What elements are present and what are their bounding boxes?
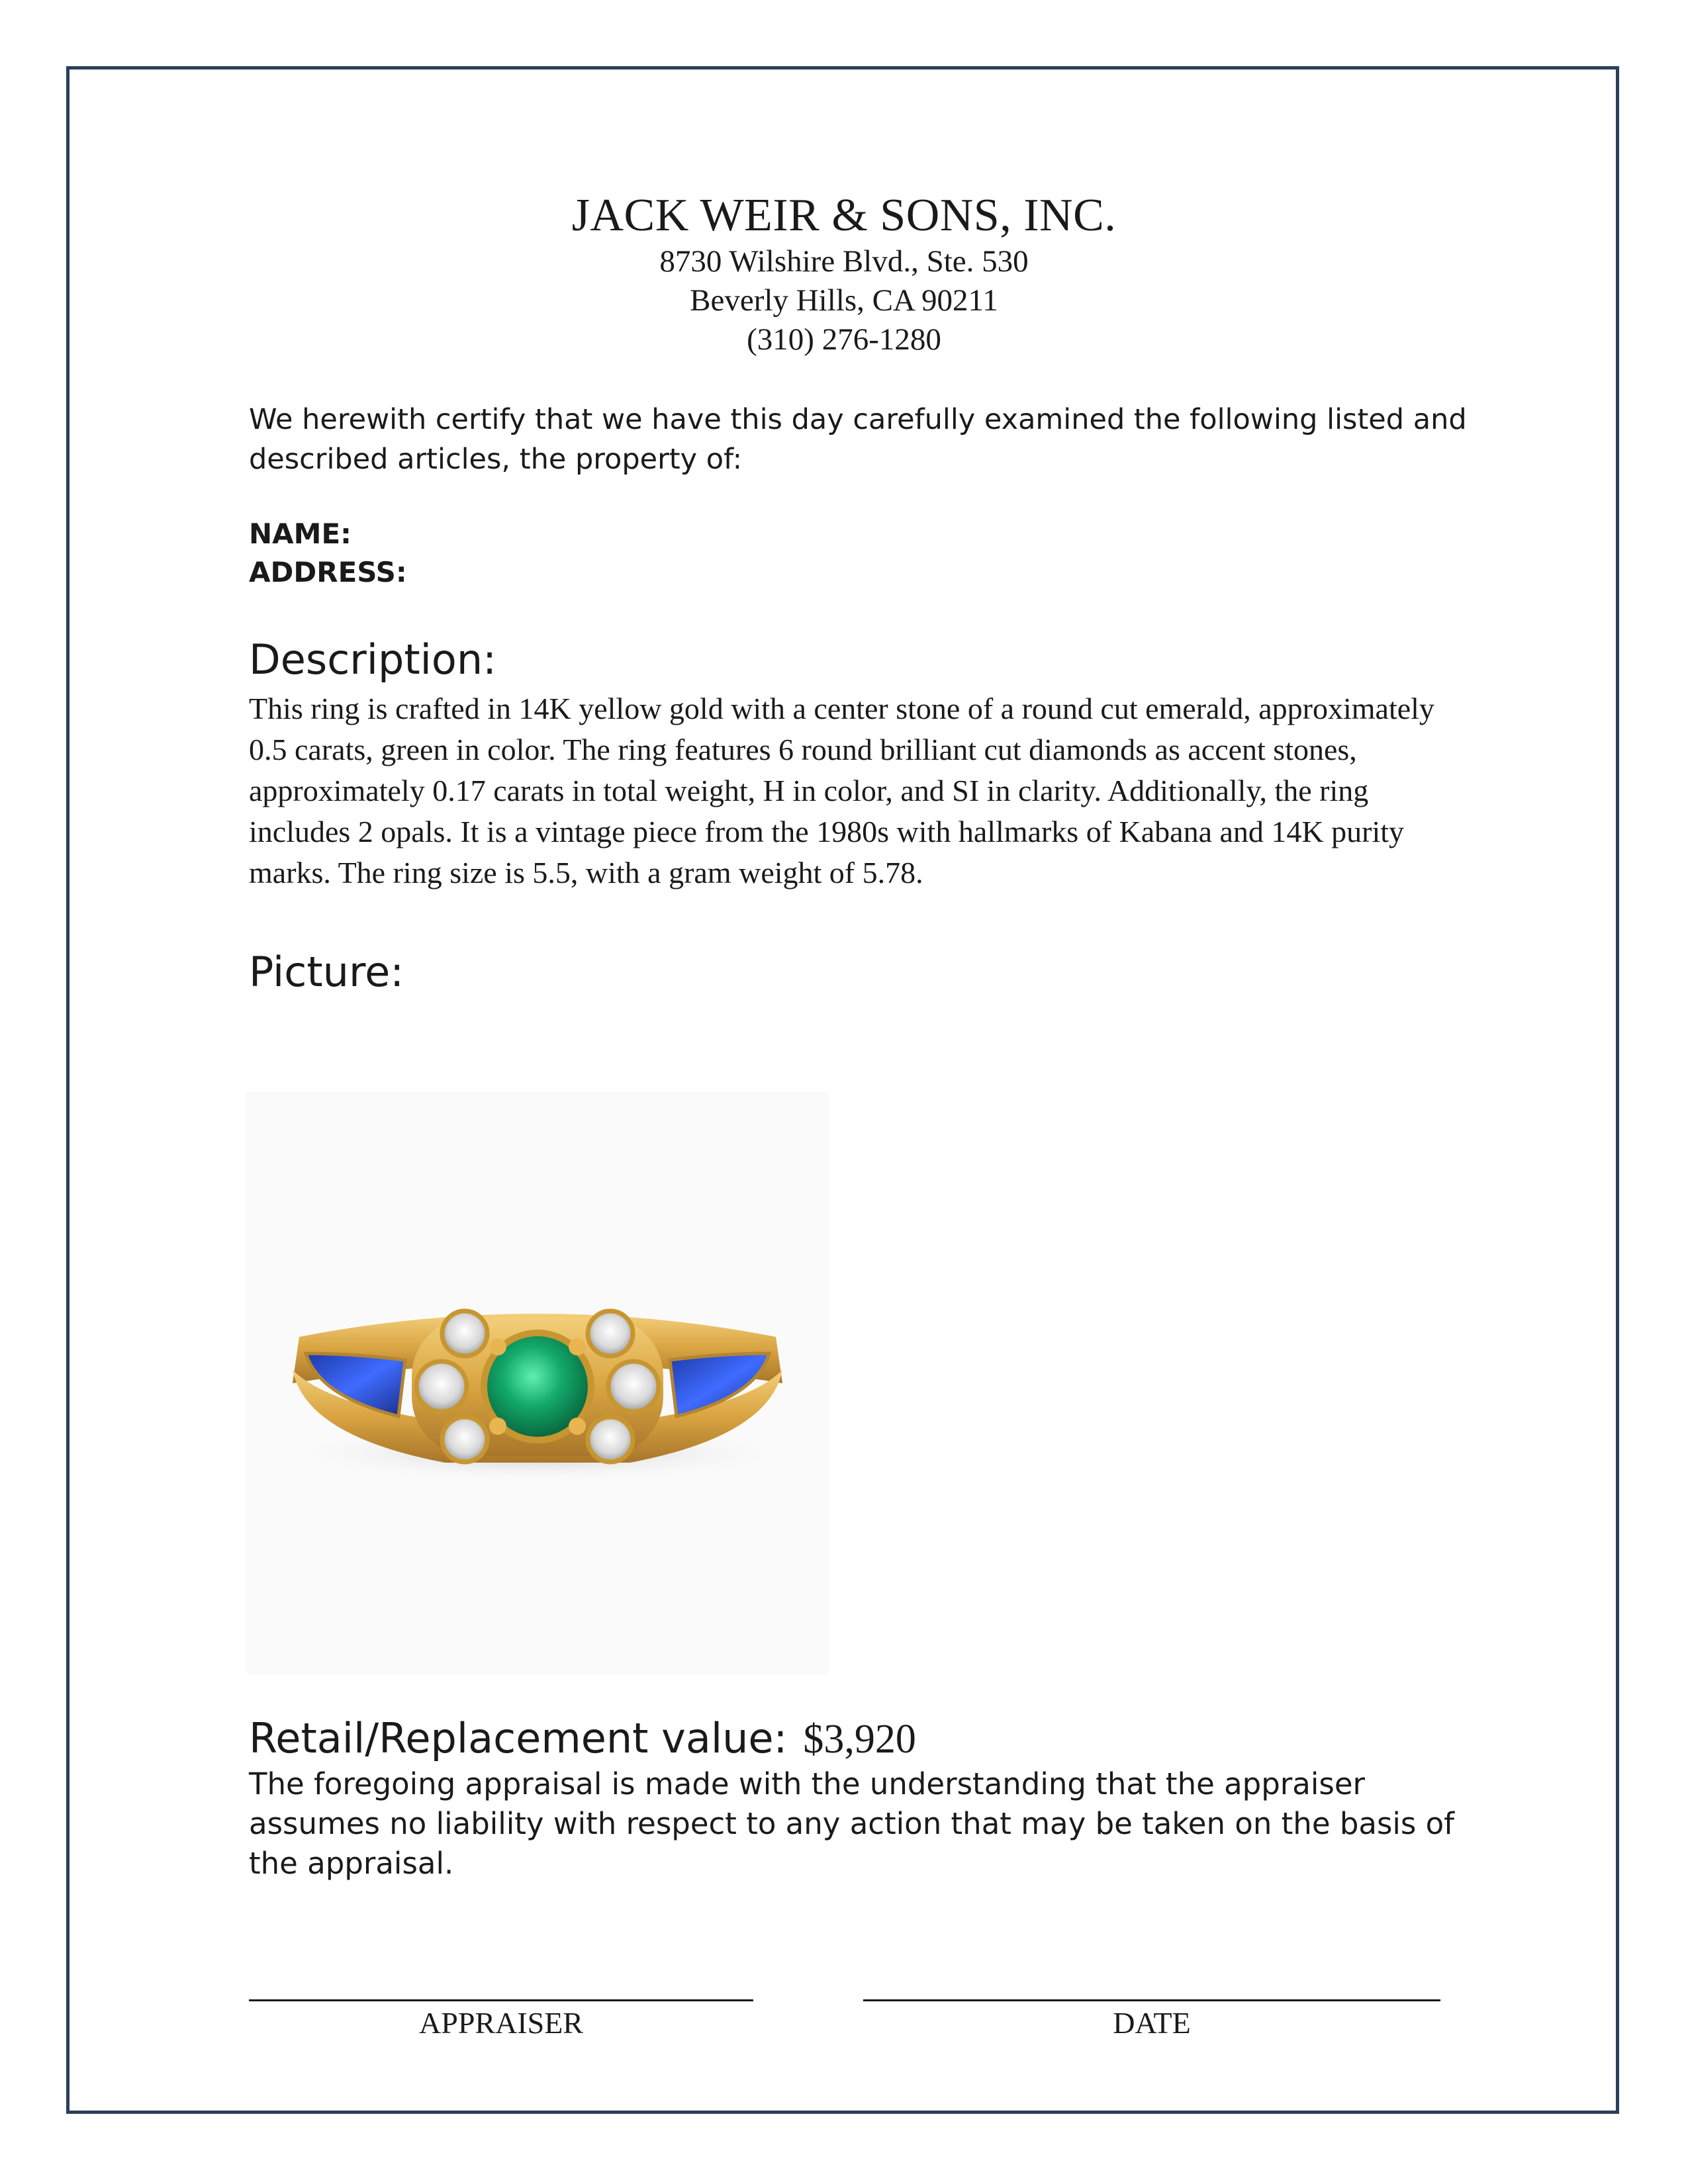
diamond-top-right <box>588 1311 633 1356</box>
diamond-bottom-right <box>588 1417 633 1462</box>
certification-intro: We herewith certify that we have this day carefully examined the following listed and described articles, the property of: <box>249 403 1467 476</box>
company-address-line1: 8730 Wilshire Blvd., Ste. 530 <box>659 244 1029 279</box>
diamond-top-left <box>442 1311 487 1356</box>
prong <box>569 1418 586 1435</box>
ring-illustration <box>246 1092 829 1674</box>
company-address-line2: Beverly Hills, CA 90211 <box>690 283 998 318</box>
description-body: This ring is crafted in 14K yellow gold with a center stone of a round cut emerald, approximately 0.5 carats, green in color. The ring features 6 round brilliant cut diamonds as accent stones, approximately 0.17 carats in total weight, H in color, and SI in clarity. Additionally, the ring includes 2 opals. It is a vintage piece from the 1980s with hallmarks of Kabana and 14K purity marks. The ring size is 5.5, with a gram weight of 5.78. <box>249 692 1434 889</box>
valuation-row <box>249 1714 916 1763</box>
diamond-mid-left <box>416 1361 467 1412</box>
disclaimer: The foregoing appraisal is made with the understanding that the appraiser assumes no liability with respect to any action that may be taken on the basis of the appraisal. <box>249 1766 1455 1881</box>
description-heading: Description: <box>249 635 496 684</box>
valuation-amount: $3,920 <box>803 1717 916 1762</box>
picture-heading: Picture: <box>249 948 404 996</box>
address-label: ADDRESS: <box>249 556 407 588</box>
ring-photo <box>246 1092 829 1674</box>
appraiser-signature-line <box>249 1999 753 2001</box>
company-phone: (310) 276-1280 <box>747 322 941 357</box>
diamond-bottom-left <box>442 1417 487 1462</box>
company-name: JACK WEIR & SONS, INC. <box>571 190 1117 241</box>
prong <box>489 1418 506 1435</box>
date-label: DATE <box>1113 2006 1191 2040</box>
date-signature-line <box>863 1999 1440 2001</box>
prong <box>569 1338 586 1355</box>
appraiser-label: APPRAISER <box>419 2006 583 2040</box>
name-label: NAME: <box>249 518 352 550</box>
prong <box>489 1338 506 1355</box>
diamond-mid-right <box>608 1361 659 1412</box>
valuation-label: Retail/Replacement value: <box>249 1714 788 1762</box>
